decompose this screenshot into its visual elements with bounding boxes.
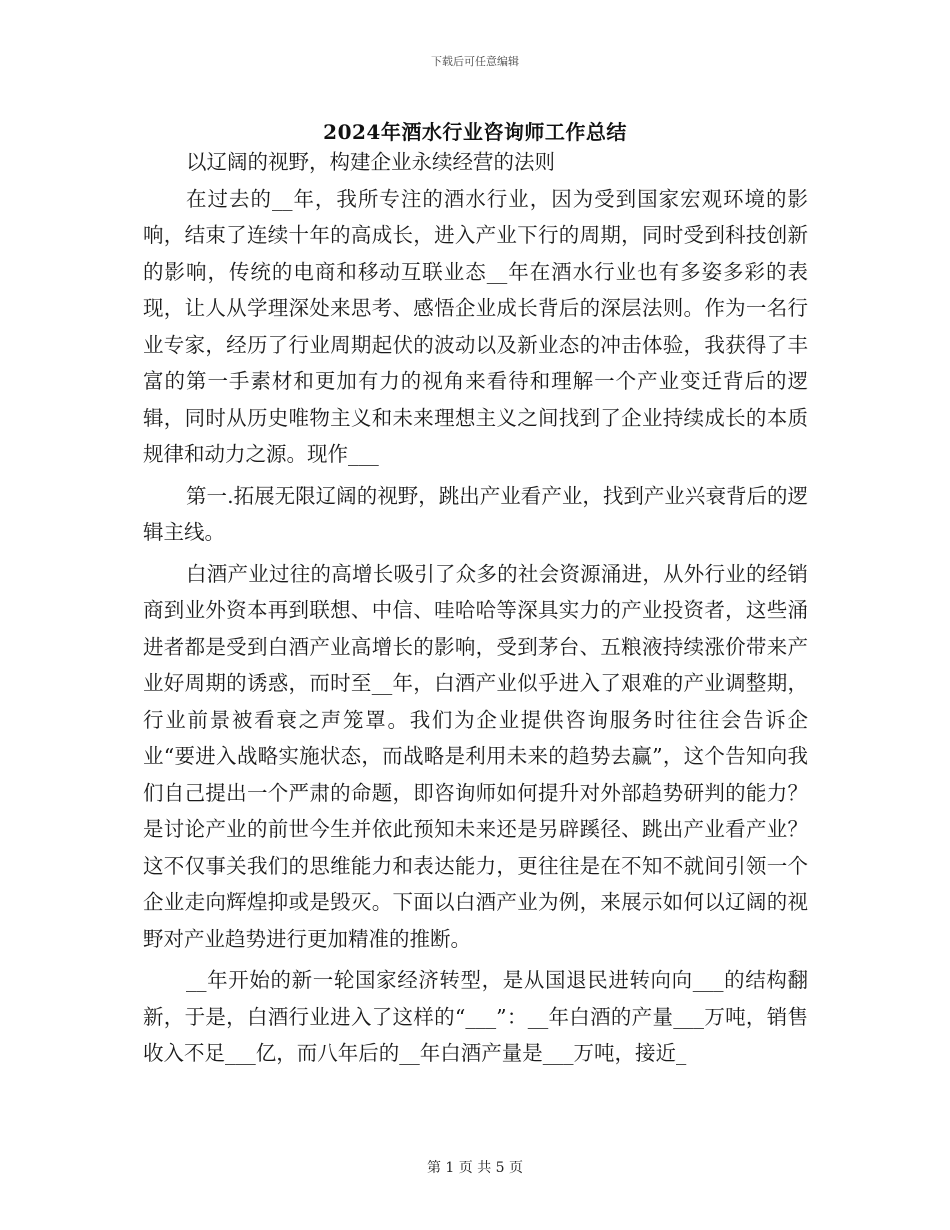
paragraph-economic-transition: __年开始的新一轮国家经济转型，是从国退民进转向向___的结构翻新，于是，白酒行业进入了这样的“___”：__年白酒的产量___万吨，销售收入不足___亿，而八年后的__年白酒产量是___万吨，接近_ bbox=[143, 968, 808, 1065]
document-body bbox=[143, 144, 808, 1072]
page-header-note: 下载后可任意编辑 bbox=[431, 55, 519, 68]
paragraph-baijiu-industry: 白酒产业过往的高增长吸引了众多的社会资源涌进，从外行业的经销商到业外资本再到联想、中信、哇哈哈等深具实力的产业投资者，这些涌进者都是受到白酒产业高增长的影响，受到茅台、五粮液持续涨价带来产业好周期的诱惑，而时至__年，白酒产业似乎进入了艰难的产业调整期，行业前景被看衰之声笼罩。我们为企业提供咨询服务时往往会告诉企业“要进入战略实施状态，而战略是利用未来的趋势去赢”，这个告知向我们自己提出一个严肃的命题，即咨询师如何提升对外部趋势研判的能力？是讨论产业的前世今生并依此预知未来还是另辟蹊径、跳出产业看产业？这不仅事关我们的思维能力和表达能力，更往往是在不知不就间引领一个企业走向辉煌抑或是毁灭。下面以白酒产业为例，来展示如何以辽阔的视野对产业趋势进行更加精准的推断。 bbox=[143, 561, 808, 951]
paragraph-intro: 在过去的__年，我所专注的酒水行业，因为受到国家宏观环境的影响，结束了连续十年的高成长，进入产业下行的周期，同时受到科技创新的影响，传统的电商和移动互联业态__年在酒水行业也有多姿多彩的表现，让人从学理深处来思考、感悟企业成长背后的深层法则。作为一名行业专家，经历了行业周期起伏的波动以及新业态的冲击体验，我获得了丰富的第一手素材和更加有力的视角来看待和理解一个产业变迁背后的逻辑，同时从历史唯物主义和未来理想主义之间找到了企业持续成长的本质规律和动力之源。现作___ bbox=[143, 186, 808, 466]
page-number-footer: 第 1 页 共 5 页 bbox=[426, 1160, 524, 1176]
paragraph-section-one-heading: 第一.拓展无限辽阔的视野，跳出产业看产业，找到产业兴衰背后的逻辑主线。 bbox=[143, 483, 808, 544]
document-title: 2024年酒水行业咨询师工作总结 bbox=[323, 120, 627, 144]
paragraph-subtitle: 以辽阔的视野，构建企业永续经营的法则 bbox=[186, 150, 556, 174]
